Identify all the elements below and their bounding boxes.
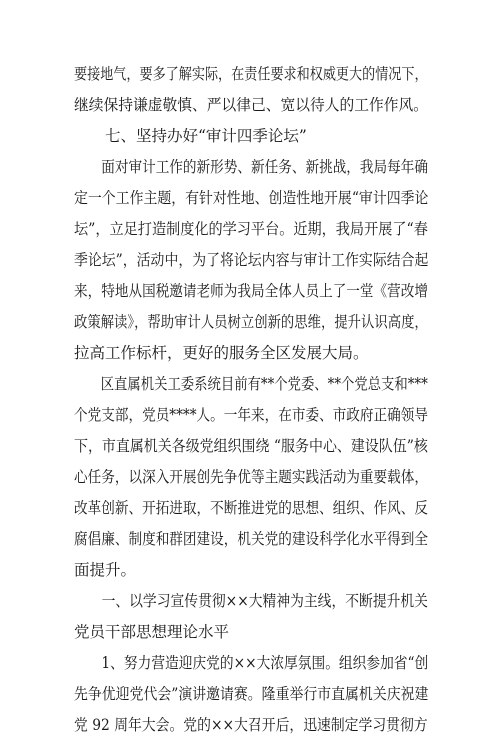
- paragraph-item-1: [74, 648, 428, 741]
- text-line: 党 92 周年大会。党的××大召开后，迅速制定学习贯彻方: [74, 716, 428, 734]
- text-line: 拉高工作标杆，更好的服务全区发展大局。: [74, 344, 369, 362]
- text-line: 腐倡廉、制度和群团建设，机关党的建设科学化水平得到全: [74, 530, 429, 548]
- heading-line: 七、坚持办好“审计四季论坛”: [74, 127, 307, 145]
- text-line: 面对审计工作的新形势、新任务、新挑战，我局每年确: [74, 158, 429, 176]
- text-line: 要接地气，要多了解实际，在责任要求和权威更大的情况下，: [74, 65, 428, 83]
- text-line: 区直属机关工委系统目前有**个党委、**个党总支和***: [74, 375, 428, 393]
- text-line: 面提升。: [74, 561, 137, 579]
- text-line: 心任务，以深入开展创先争优等主题实践活动为重要载体，: [74, 468, 429, 486]
- text-line: 下，市直属机关各级党组织围绕 “服务中心、建设队伍”核: [74, 437, 428, 455]
- section-heading-1: [74, 586, 428, 648]
- paragraph-party-committee: [74, 369, 428, 586]
- text-line: 个党支部，党员****人。一年来，在市委、市政府正确领导: [74, 406, 429, 424]
- heading-line: 一、以学习宣传贯彻××大精神为主线，不断提升机关: [74, 592, 428, 610]
- text-line: 继续保持谦虚敬慎、严以律己、宽以待人的工作作风。: [74, 96, 429, 114]
- text-line: 定一个工作主题，有针对性地、创造性地开展“审计四季论: [74, 189, 429, 207]
- text-line: 政策解读》，帮助审计人员树立创新的思维，提升认识高度，: [74, 313, 428, 331]
- section-heading-7: [74, 121, 428, 152]
- heading-line: 党员干部思想理论水平: [74, 623, 230, 641]
- paragraph-forum: [74, 152, 428, 369]
- text-line: 改革创新、开拓进取，不断推进党的思想、组织、作风、反: [74, 499, 429, 517]
- paragraph-continuation: [74, 59, 428, 121]
- text-line: 先争优迎党代会”演讲邀请赛。隆重举行市直属机关庆祝建: [74, 685, 429, 703]
- text-line: 来，特地从国税邀请老师为我局全体人员上了一堂《营改增: [74, 282, 429, 300]
- text-line: 1、努力营造迎庆党的××大浓厚氛围。组织参加省“创: [74, 654, 429, 672]
- text-line: 坛”，立足打造制度化的学习平台。近期，我局开展了“春: [74, 220, 428, 238]
- text-line: 季论坛”，活动中，为了将论坛内容与审计工作实际结合起: [74, 251, 429, 269]
